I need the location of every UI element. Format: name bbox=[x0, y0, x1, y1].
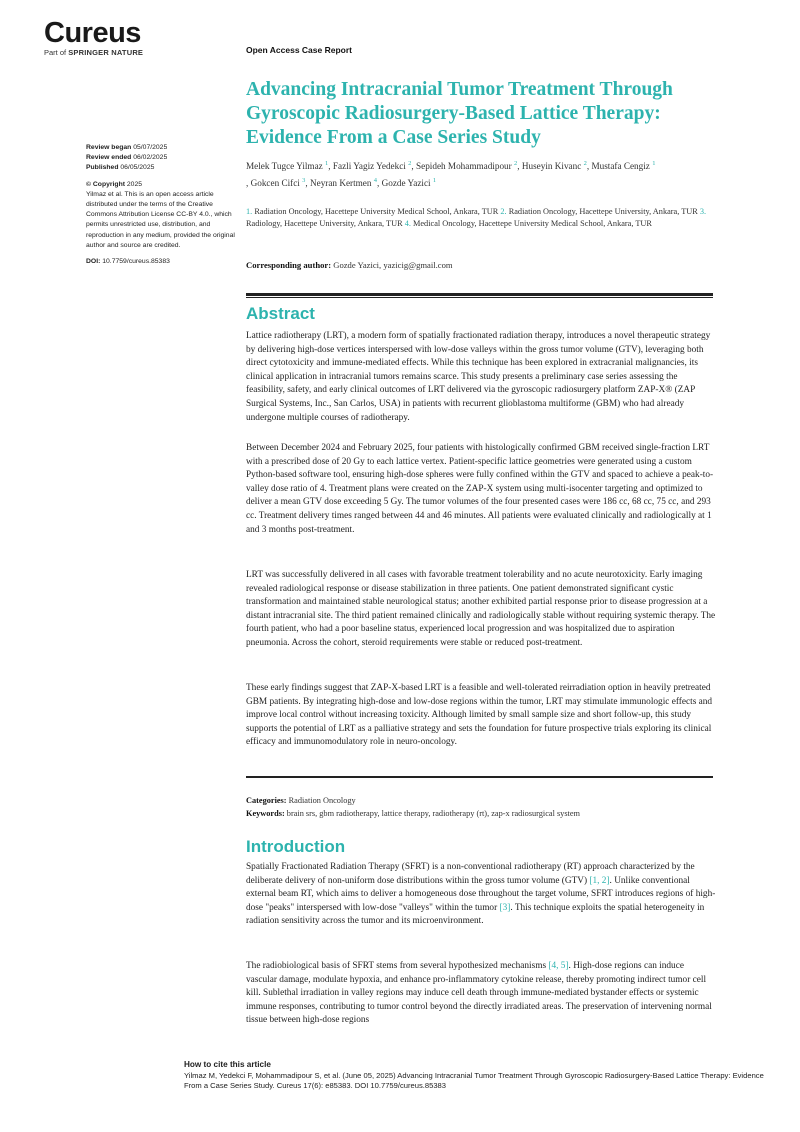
logo-wordmark: Cureus bbox=[44, 17, 141, 49]
categories: Categories: Radiation Oncology bbox=[246, 796, 356, 805]
intro-paragraph: The radiobiological basis of SFRT stems from several hypothesized mechanisms [4, 5]. High-dose regions can induce vascular damage, modulate hypoxia, and enhance pro-inflammatory cytokine release, thereby promoting indirect tumor cell kill. Sublethal irradiation in valley regions may induce cell death through immune-mediated bystander effects or systemic immune responses, contributing to tumor control beyond the directly irradiated areas. The preservation of intervening normal tissue between high-dose regions bbox=[246, 961, 712, 1026]
affiliation: 1. Radiation Oncology, Hacettepe University Medical School, Ankara, TUR bbox=[246, 207, 499, 216]
keywords: Keywords: brain srs, gbm radiotherapy, lattice therapy, radiotherapy (rt), zap-x radiosurgical system bbox=[246, 809, 581, 818]
how-to-cite-text: Yilmaz M, Yedekci F, Mohammadipour S, et al. (June 05, 2025) Advancing Intracranial Tumor Treatment Through Gyroscopic Radiosurgery-Based Lattice Therapy: Evidence From a Case Series Study. Cureus 17(6): e85383. DOI 10.7759/cureus.85383 bbox=[184, 1071, 764, 1091]
affiliations bbox=[246, 206, 716, 231]
corresponding-author-value[interactable]: Gozde Yazici, yazicig@gmail.com bbox=[333, 260, 453, 270]
license-text: Yilmaz et al. This is an open access article distributed under the terms of the Creative Commons Attribution License CC-BY 4.0., which permits unrestricted use, distribution, and reproduction in any medium, provided the original author and source are credited. bbox=[86, 190, 235, 249]
how-to-cite bbox=[184, 1060, 774, 1092]
author[interactable]: Melek Tugce Yilmaz $^1$ bbox=[246, 160, 329, 172]
how-to-cite-heading: How to cite this article bbox=[184, 1060, 271, 1069]
abstract-paragraph: Lattice radiotherapy (LRT), a modern form of spatially fractionated radiation therapy, introduces a novel therapeutic strategy by delivering high-dose vertices interspersed with low-dose valleys within the gross tumor volume (GTV), leveraging both direct cytotoxicity and immune-mediated effects. While this technique has been explored in extracranial malignancies, its clinical application in intracranial tumors remains scarce. This study presents a preliminary case series assessing the feasibility, safety, and early clinical outcomes of LRT delivered via the gyroscopic radiosurgery platform ZAP-X® (ZAP Surgical Systems, Inc., San Carlos, USA) in patients with recurrent glioblastoma multiforme (GBM) who had already undergone multiple courses of radiotherapy. bbox=[246, 331, 711, 423]
citation-link[interactable]: [3] bbox=[499, 902, 511, 913]
author[interactable]: Gozde Yazici $^1$ bbox=[381, 176, 437, 188]
logo-subtitle bbox=[44, 48, 143, 57]
logo-brand: SPRINGER NATURE bbox=[68, 48, 144, 57]
article-sidebar bbox=[86, 143, 236, 267]
citation-link[interactable]: [4, 5] bbox=[548, 961, 569, 971]
article-title: Advancing Intracranial Tumor Treatment Through Gyroscopic Radiosurgery-Based Lattice Therapy: Evidence From a Case Series Study bbox=[246, 79, 673, 148]
abstract-heading: Abstract bbox=[246, 304, 315, 323]
affiliation: 3. Radiology, Hacettepe University, Ankara, TUR bbox=[246, 207, 707, 229]
citation-link[interactable]: [1, 2] bbox=[589, 875, 610, 886]
published-date: Published 06/05/2025 bbox=[86, 164, 155, 172]
review-began: Review began 05/07/2025 bbox=[86, 144, 168, 151]
abstract-paragraph: These early findings suggest that ZAP-X-based LRT is a feasible and well-tolerated reirradiation option in heavily pretreated GBM patients. By integrating high-dose and low-dose regions within the tumor, LRT may stimulate immunologic effects and improve local control without increasing toxicity. Although limited by small sample size and short follow-up, this study supports the potential of LRT as a palliative strategy and sets the foundation for future prospective trials exploring its clinical efficacy and immunomodulatory role in neuro-oncology. bbox=[246, 683, 713, 748]
author[interactable]: Mustafa Cengiz $^1$ bbox=[591, 160, 656, 172]
affiliation: 2. Radiation Oncology, Hacettepe University, Ankara, TUR bbox=[500, 207, 698, 216]
abstract-paragraph: LRT was successfully delivered in all cases with favorable treatment tolerability and no acute neurotoxicity. Early imaging revealed radiological response or disease stabilization in three patients. One patient demonstrated significant cystic transformation and maintained stable neurological status; another exhibited partial response prior to disease progression at a distant intracranial site. The third patient remained clinically and radiologically stable without requiring systemic therapy. The fourth patient, who had a poor baseline status, experienced local progression and was hospitalized due to aspiration pneumonia. Across the cohort, steroid requirements were stable or reduced post-treatment. bbox=[246, 570, 716, 648]
logo-part-of: Part of bbox=[44, 48, 67, 57]
introduction-heading: Introduction bbox=[246, 837, 346, 856]
review-ended: Review ended 06/02/2025 bbox=[86, 154, 168, 162]
copyright: © Copyright 2025 bbox=[86, 180, 143, 188]
author-list: Melek Tugce Yilmaz $^1$, Fazli Yagiz Yedekci $^2$, Sepideh Mohammadipour $^2$, Huseyin Kivanc $^2$, Mustafa Cengiz $^1$ , Gokcen Cifci $^3$, Neyran Kertmen $^4$, Gozde Yazici $^1$ bbox=[246, 160, 656, 188]
section-divider bbox=[246, 293, 713, 298]
author[interactable]: Sepideh Mohammadipour $^2$ bbox=[416, 160, 518, 172]
section-divider bbox=[246, 776, 713, 778]
affiliation: 4. Medical Oncology, Hacettepe University Medical School, Ankara, TUR bbox=[404, 219, 652, 229]
article-type: Open Access Case Report bbox=[246, 45, 352, 55]
doi[interactable]: DOI: 10.7759/cureus.85383 bbox=[86, 258, 170, 266]
author[interactable]: Fazli Yagiz Yedekci $^2$ bbox=[332, 160, 412, 172]
author[interactable]: Huseyin Kivanc $^2$ bbox=[521, 160, 587, 172]
author[interactable]: Gokcen Cifci $^3$ bbox=[250, 176, 306, 188]
journal-logo[interactable] bbox=[44, 18, 143, 57]
author[interactable]: Neyran Kertmen $^4$ bbox=[309, 176, 378, 188]
corresponding-author: Corresponding author: Gozde Yazici, yazicig@gmail.com bbox=[246, 260, 453, 270]
abstract-paragraph: Between December 2024 and February 2025, four patients with histologically confirmed GBM received single-fraction LRT with a prescribed dose of 20 Gy to each lattice vertex. Patient-specific lattice geometries were generated using a custom Python-based software tool, ensuring high-dose spheres were fully confined within the GTV and spaced to achieve a peak-to-valley dose ratio of 4. Treatment plans were created on the ZAP-X system using multi-isocenter targeting and optimized to deliver a mean GTV dose exceeding 5 Gy. The tumor volumes of the four presented cases were 186 cc, 68 cc, 75 cc, and 293 cc. Treatment delivery times ranged between 44 and 46 minutes. All patients were evaluated clinically and radiologically at 1 and 3 months post-treatment. bbox=[246, 443, 714, 535]
intro-paragraph: Spatially Fractionated Radiation Therapy (SFRT) is a non-conventional radiotherapy (RT) approach characterized by the deliberate delivery of non-uniform dose distributions within the gross tumor volume (GTV) [1, 2]. Unlike conventional external beam RT, which aims to deliver a homogeneous dose throughout the target volume, SFRT introduces regions of high-dose "peaks" interspersed with low-dose "valleys" within the tumor [3]. This technique exploits the spatial heterogeneity in radiation sensitivity across the tumor and its microenvironment. bbox=[246, 862, 716, 927]
